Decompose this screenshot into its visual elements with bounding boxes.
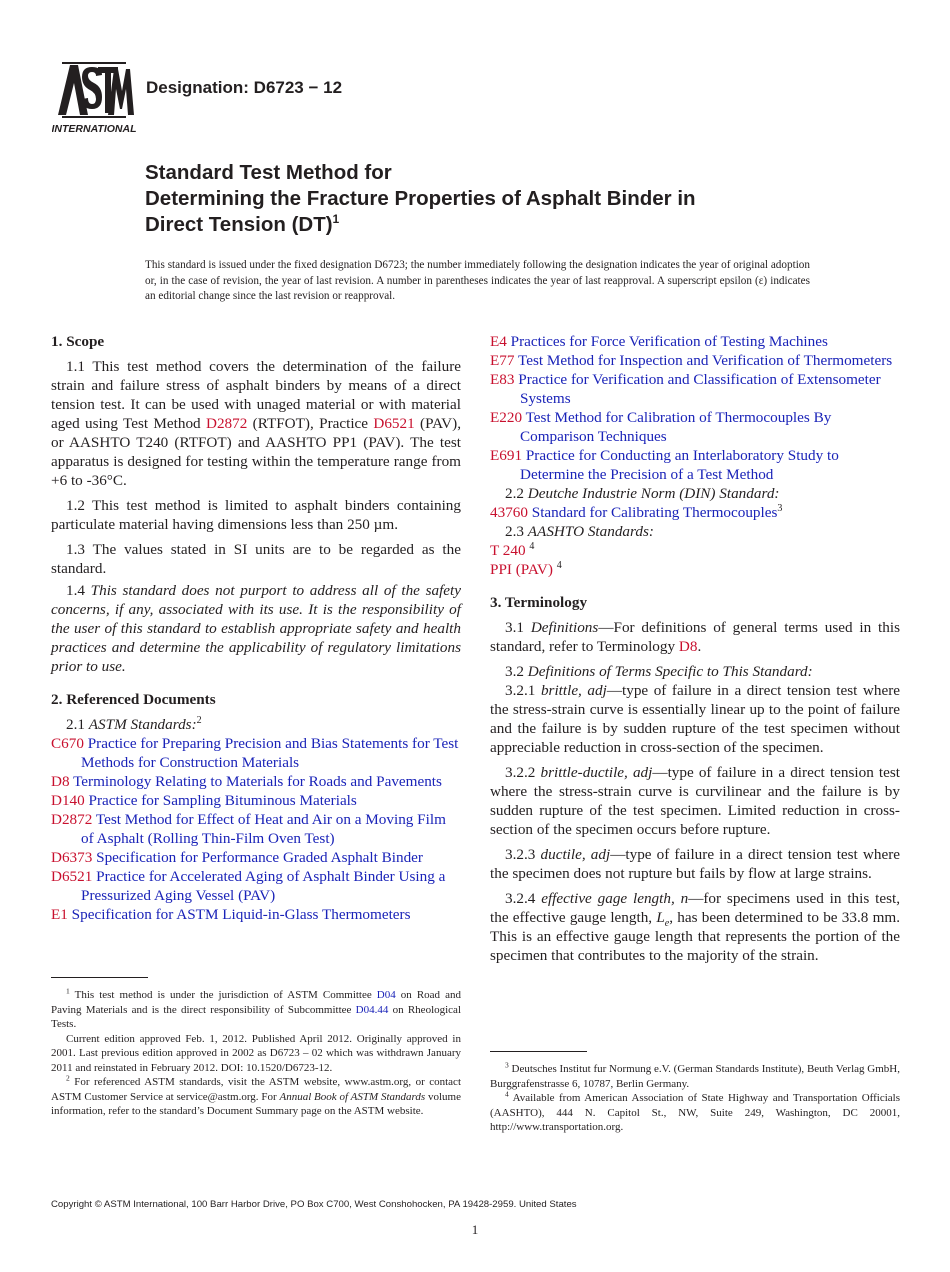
reference-code[interactable]: D8 [51,773,70,790]
reference-item[interactable]: T 240 $^4$ [490,540,535,559]
astm-logo [52,55,136,137]
reference-item[interactable] [51,791,461,810]
scope-paragraph-1-1: 1.1 This test method covers the determination of the failure strain and failure stress of asphalt binders by means of a direct tension test. It can be used with unaged material or with material aged using Test Method D2872 (RTFOT), Practice D6521 (PAV), or AASHTO T240 (RTFOT) and AASHTO PP1 (PAV). The test apparatus is designed for testing within the temperature range from +6 to -36°C. [51,358,461,489]
astm-reference-list [51,734,461,924]
reference-title[interactable]: Terminology Relating to Materials for Roads and Pavements [73,773,442,790]
terminology-paragraph-3-2: 3.2 Definitions of Terms Specific to This Standard: [505,663,813,680]
reference-title[interactable]: Practice for Conducting an Interlaboratory Study to Determine the Precision of a Test Method [520,447,839,483]
reference-title[interactable]: Practice for Sampling Bituminous Materials [88,792,357,809]
reference-code[interactable]: D6373 [51,849,93,866]
terminology-paragraph-3-2-4: 3.2.4 effective gage length, n—for specimens used in this test, the effective gauge length, $L_e$, has been determined to be 33.8 mm. This is an effective gauge length that represents the portion of the specimen that contributes to the majority of the strain. [490,890,900,964]
reference-title[interactable]: Specification for Performance Graded Asphalt Binder [96,849,423,866]
reference-title[interactable]: Practice for Preparing Precision and Bias Statements for Test Methods for Construction Materials [81,735,459,771]
footnotes-right [490,1062,900,1135]
reference-item[interactable] [51,734,461,772]
terminology-paragraph-3-1: 3.1 Definitions—For definitions of general terms used in this standard, refer to Terminology D8. [490,619,900,655]
reference-item[interactable] [51,867,461,905]
reference-title[interactable]: Specification for ASTM Liquid-in-Glass Thermometers [71,906,411,923]
title-line-3: Direct Tension (DT)$^1$ [145,212,340,236]
scope-paragraph-1-2: 1.2 This test method is limited to asphalt binders containing particulate material having dimensions less than 250 µm. [51,497,461,533]
footnote-2: $^2$ For referenced ASTM standards, visit the ASTM website, www.astm.org, or contact ASTM Customer Service at service@astm.org. For Annual Book of ASTM Standards volume information, refer to the standard’s Document Summary page on the ASTM website. [51,1073,461,1117]
scope-paragraph-1-4: 1.4 This standard does not purport to address all of the safety concerns, if any, associated with its use. It is the responsibility of the user of this standard to establish appropriate safety and health practices and determine the applicability of regulatory limitations prior to use. [51,582,462,675]
astm-standards-label: 2.1 ASTM Standards:$^2$ [66,714,202,733]
reference-item[interactable] [51,772,461,791]
footnote-divider [490,1051,587,1052]
reference-item[interactable] [51,810,461,848]
reference-item[interactable] [51,848,461,867]
reference-item[interactable] [490,370,900,408]
section-heading-referenced-documents: 2. Referenced Documents [51,691,216,708]
din-standard-label: 2.2 Deutche Industrie Norm (DIN) Standard: [505,485,780,502]
right-column [490,332,900,965]
footnote-1: $^1$ This test method is under the jurisdiction of ASTM Committee D04 on Road and Paving Materials and is the direct responsibility of Subcommittee D04.44 on Rheological Tests. [51,986,461,1030]
footnote-1-edition: Current edition approved Feb. 1, 2012. Published April 2012. Originally approved in 2001. Last previous edition approved in 2002 as D6723 – 02 which was withdrawn January 2011 and reinstated in February 2012. DOI: 10.1520/D6723-12. [51,1032,461,1074]
aashto-standards-label: 2.3 AASHTO Standards: [505,523,654,540]
title-line-1: Standard Test Method for [145,161,392,184]
reference-code[interactable]: E1 [51,906,68,923]
footnotes-left [51,988,461,1119]
reference-item[interactable]: 43760 Standard for Calibrating Thermocouples$^3$ [490,502,783,521]
scope-paragraph-1-3: 1.3 The values stated in SI units are to be regarded as the standard. [51,541,461,577]
link-d04[interactable]: D04 [376,989,396,1001]
reference-item[interactable]: PPI (PAV) $^4$ [490,559,562,578]
reference-title[interactable]: Test Method for Inspection and Verification of Thermometers [518,352,893,369]
footnote-divider [51,977,148,978]
reference-title[interactable]: Test Method for Effect of Heat and Air on a Moving Film of Asphalt (Rolling Thin-Film Oven Test) [81,811,446,847]
reference-code[interactable]: E691 [490,447,523,464]
section-heading-terminology: 3. Terminology [490,594,588,611]
link-d6521[interactable]: D6521 [373,415,415,432]
reference-code[interactable]: D140 [51,792,85,809]
title-footnote-ref[interactable]: 1 [332,212,340,227]
reference-code[interactable]: D6521 [51,868,93,885]
reference-item[interactable] [490,351,900,370]
title-line-2: Determining the Fracture Properties of Asphalt Binder in [145,187,696,210]
document-title [145,160,865,238]
reference-code[interactable]: E83 [490,371,515,388]
terminology-paragraph-3-2-1: 3.2.1 brittle, adj—type of failure in a direct tension test where the stress-strain curve is essentially linear up to the point of failure and the failure is by sudden rupture of the test specimen without appreciable reduction in cross-section of the specimen. [490,682,901,756]
link-d8[interactable]: D8 [678,638,698,655]
reference-item[interactable] [490,332,900,351]
reference-code[interactable]: E77 [490,352,515,369]
terminology-paragraph-3-2-2: 3.2.2 brittle-ductile, adj—type of failure in a direct tension test where the stress-strain curve is curvilinear and the failure is by sudden rupture of the test specimen. Limited reduction in cross-section of the specimen occurs before rupture. [490,764,901,838]
astm-reference-list-continued [490,332,900,484]
link-d04-44[interactable]: D04.44 [355,1003,389,1016]
footnote-3: $^3$ Deutsches Institut fur Normung e.V. (German Standards Institute), Beuth Verlag GmbH, Burggrafenstrasse 6, 10787, Berlin Germany. [490,1060,900,1090]
reference-title[interactable]: Practice for Accelerated Aging of Asphalt Binder Using a Pressurized Aging Vessel (PAV) [81,868,446,904]
footnote-4: $^4$ Available from American Association of State Highway and Transportation Officials (AASHTO), 444 N. Capitol St., NW, Suite 249, Washington, DC 20001, http://www.transportation.org. [490,1089,900,1133]
left-column [51,332,461,924]
reference-code[interactable]: C670 [51,735,84,752]
reference-code[interactable]: D2872 [51,811,93,828]
reference-code[interactable]: E220 [490,409,523,426]
reference-title[interactable]: Practices for Force Verification of Testing Machines [510,333,828,350]
reference-item[interactable] [51,905,461,924]
section-heading-scope: 1. Scope [51,333,105,350]
reference-title[interactable]: Test Method for Calibration of Thermocouples By Comparison Techniques [520,409,832,445]
copyright-notice: Copyright © ASTM International, 100 Barr Harbor Drive, PO Box C700, West Conshohocken, PA 19428-2959. United States [51,1199,577,1210]
reference-item[interactable] [490,408,900,446]
reference-item[interactable] [490,446,900,484]
terminology-paragraph-3-2-3: 3.2.3 ductile, adj—type of failure in a direct tension test where the specimen does not rupture but fails by flow at large strains. [490,846,901,882]
designation: Designation: D6723 − 12 [146,78,343,97]
link-d2872[interactable]: D2872 [206,415,248,432]
logo-subtext: INTERNATIONAL [52,123,136,135]
reference-title[interactable]: Practice for Verification and Classification of Extensometer Systems [518,371,881,407]
page-number: 1 [471,1222,479,1237]
standard-notice: This standard is issued under the fixed designation D6723; the number immediately following the designation indicates the year of original adoption or, in the case of revision, the year of last revision. A number in parentheses indicates the year of last reapproval. A superscript epsilon (ε) indicates an editorial change since the last revision or reapproval. [145,259,810,303]
reference-code[interactable]: E4 [490,333,507,350]
